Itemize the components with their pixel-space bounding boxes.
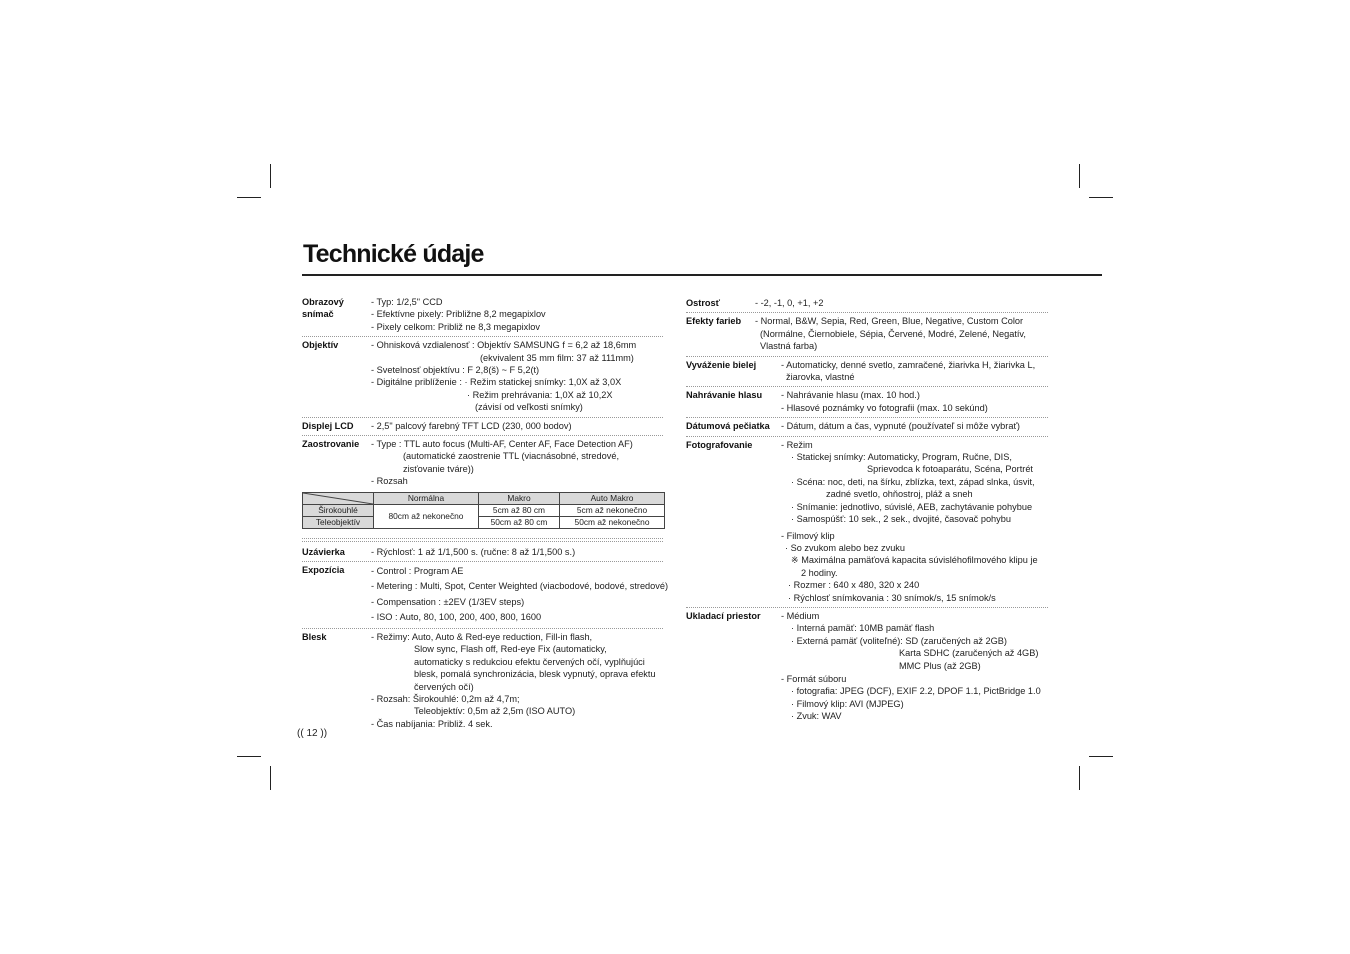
spec-line: · Rýchlosť snímkovania : 30 snímok/s, 15 snímok/s <box>788 592 996 603</box>
table-header: Normálna <box>374 492 479 504</box>
spec-line: 2 hodiny. <box>801 567 838 578</box>
spec-lens <box>302 337 663 417</box>
spec-voice-recording <box>686 387 1048 418</box>
spec-line: ※ Maximálna pamäťová kapacita súvisléhofilmového klipu je <box>791 555 1038 566</box>
table-cell: 50cm až nekonečno <box>560 516 665 528</box>
diagonal-line <box>303 493 373 504</box>
spec-line: · fotografia: JPEG (DCF), EXIF 2.2, DPOF 1.1, PictBridge 1.0 <box>791 686 1041 697</box>
spec-line: - Hlasové poznámky vo fotografii (max. 10 sekúnd) <box>781 402 988 413</box>
crop-mark <box>1079 164 1080 188</box>
spec-line: Karta SDHC (zaručených až 4GB) <box>899 648 1039 659</box>
spec-line: · So zvukom alebo bez zvuku <box>785 542 906 553</box>
spec-line: Vlastná farba) <box>760 341 818 352</box>
spec-label: Obrazový snímač <box>302 297 344 320</box>
spec-line: · Scéna: noc, deti, na šírku, zblízka, text, západ slnka, úsvit, <box>791 476 1035 487</box>
table-cell: 5cm až 80 cm <box>478 504 559 516</box>
spec-label: Fotografovanie <box>686 439 753 450</box>
spec-line: - Svetelnosť objektívu : F 2,8(š) ~ F 5,2(t) <box>371 365 540 376</box>
table-cell: 50cm až 80 cm <box>478 516 559 528</box>
spec-line: · Samospúšť: 10 sek., 2 sek., dvojité, časovač pohybu <box>791 514 1011 525</box>
spec-line: zisťovanie tváre)) <box>403 463 474 474</box>
spec-line: - Nahrávanie hlasu (max. 10 hod.) <box>781 390 920 401</box>
spec-line: - Rozsah <box>371 476 408 487</box>
spec-line: (ekvivalent 35 mm film: 37 až 111mm) <box>480 352 634 363</box>
spec-line: MMC Plus (až 2GB) <box>899 660 981 671</box>
spec-label: Ostrosť <box>686 298 721 308</box>
spec-line: - Automaticky, denné svetlo, zamračené, žiarivka H, žiarivka L, <box>781 359 1036 370</box>
spec-label: Displej LCD <box>302 420 354 431</box>
spec-line: - Ohnisková vzdialenosť : Objektív SAMSUNG f = 6,2 až 18,6mm <box>371 340 637 351</box>
spec-line: žiarovka, vlastné <box>786 372 855 383</box>
spec-line: - Médium <box>781 610 820 621</box>
table-cell: 80cm až nekonečno <box>374 504 479 528</box>
spec-line: - Rýchlosť: 1 až 1/1,500 s. (ručne: 8 až 1/1,500 s.) <box>371 546 576 557</box>
spec-date-imprint <box>686 418 1048 436</box>
spec-label: Expozícia <box>302 565 345 576</box>
spec-label: Uzávierka <box>302 546 345 557</box>
spec-line: blesk, pomalá synchronizácia, blesk vypnutý, oprava efektu <box>414 669 656 680</box>
page-number-open: (( <box>297 728 304 739</box>
spec-line: - Filmový klip <box>781 530 835 541</box>
spec-line: - -2, -1, 0, +1, +2 <box>755 298 824 308</box>
crop-mark <box>1089 756 1113 757</box>
spec-line: (závisí od veľkosti snímky) <box>475 402 583 413</box>
spec-lcd <box>302 418 663 436</box>
crop-mark <box>237 197 261 198</box>
crop-mark <box>270 164 271 188</box>
spec-label: Blesk <box>302 631 327 642</box>
spec-line: - Compensation : ±2EV (1/3EV steps) <box>371 596 525 607</box>
spec-line: - 2,5" palcový farebný TFT LCD (230, 000 bodov) <box>371 420 572 431</box>
spec-line: - Dátum, dátum a čas, vypnuté (používateľ si môže vybrať) <box>781 421 1020 432</box>
spec-exposure <box>302 562 669 629</box>
spec-label: Nahrávanie hlasu <box>686 390 763 401</box>
spec-line: - Formát súboru <box>781 673 847 684</box>
spec-label: Zaostrovanie <box>302 439 360 450</box>
spec-label: Objektív <box>302 340 339 351</box>
spec-line: · Filmový klip: AVI (MJPEG) <box>791 698 904 709</box>
spec-line: automaticky s redukciou efektu červených očí, vyplňujúci <box>414 656 645 667</box>
spec-line: - Normal, B&W, Sepia, Red, Green, Blue, Negative, Custom Color <box>755 316 1024 327</box>
table-header: Makro <box>478 492 559 504</box>
spec-line: - Type : TTL auto focus (Multi-AF, Center AF, Face Detection AF) <box>371 439 633 450</box>
page-number-close: )) <box>320 728 328 739</box>
table-header: Auto Makro <box>560 492 665 504</box>
spec-line: - Digitálne priblíženie : · Režim statickej snímky: 1,0X až 3,0X <box>371 377 622 388</box>
spec-line: - Control : Program AE <box>371 566 464 577</box>
spec-line: - Čas nabíjania: Približ. 4 sek. <box>371 718 493 729</box>
spec-line: · Rozmer : 640 x 480, 320 x 240 <box>788 580 920 591</box>
spec-focus <box>302 436 663 539</box>
spec-line: · Externá pamäť (voliteľné): SD (zaručených až 2GB) <box>791 635 1007 646</box>
spec-line: · Interná pamäť: 10MB pamäť flash <box>791 623 935 634</box>
page-number-value: 12 <box>306 728 318 739</box>
spec-label: Ukladací priestor <box>686 610 761 621</box>
spec-label: Vyváženie bielej <box>686 359 757 370</box>
spec-line: (automatické zaostrenie TTL (viacnásobné, stredové, <box>403 451 620 462</box>
left-column <box>302 294 669 733</box>
spec-line: Sprievodca k fotoaparátu, Scéna, Portrét <box>867 464 1033 475</box>
spec-label: Efekty farieb <box>686 316 742 327</box>
table-cell: 5cm až nekonečno <box>560 504 665 516</box>
focus-range-table <box>302 492 665 529</box>
spec-line: - Efektívne pixely: Približne 8,2 megapixlov <box>371 309 546 320</box>
spec-line: · Statickej snímky: Automaticky, Program, Ručne, DIS, <box>791 452 1012 463</box>
spec-line: Teleobjektív: 0,5m až 2,5m (ISO AUTO) <box>414 706 576 717</box>
spec-line: - Typ: 1/2,5" CCD <box>371 297 443 307</box>
spec-shutter <box>302 541 663 562</box>
spec-label: Dátumová pečiatka <box>686 421 770 432</box>
spec-flash <box>302 629 663 733</box>
spec-color-effects <box>686 313 1048 356</box>
title-rule <box>302 274 1102 276</box>
spec-line: · Režim prehrávania: 1,0X až 10,2X <box>467 389 613 400</box>
crop-mark <box>1079 766 1080 790</box>
spec-line: (Normálne, Čiernobiele, Sépia, Červené, Modré, Zelené, Negatív, <box>760 328 1026 339</box>
spec-line: · Zvuk: WAV <box>791 711 842 722</box>
spec-line: · Snímanie: jednotlivo, súvislé, AEB, zachytávanie pohybue <box>791 501 1033 512</box>
table-corner <box>303 492 374 504</box>
crop-mark <box>237 756 261 757</box>
spec-line: - Rozsah: Širokouhlé: 0,2m až 4,7m; <box>371 693 520 704</box>
spec-line: - Metering : Multi, Spot, Center Weighted (viacbodové, bodové, stredové) <box>371 581 669 592</box>
spec-line: - Pixely celkom: Približ ne 8,3 megapixlov <box>371 321 541 332</box>
spec-line: zadné svetlo, ohňostroj, pláž a sneh <box>826 489 973 500</box>
table-row-label: Širokouhlé <box>303 504 374 516</box>
spec-line: Slow sync, Flash off, Red-eye Fix (automaticky, <box>414 644 607 655</box>
page-number <box>297 728 327 739</box>
spec-sharpness <box>686 295 1048 313</box>
spec-white-balance <box>686 357 1048 388</box>
spec-storage <box>686 608 1048 726</box>
spec-line: - ISO : Auto, 80, 100, 200, 400, 800, 1600 <box>371 611 542 622</box>
page-title: Technické údaje <box>303 240 484 268</box>
table-row-label: Teleobjektív <box>303 516 374 528</box>
spec-image-sensor <box>302 294 663 337</box>
spec-shooting <box>686 437 1048 608</box>
crop-mark <box>1089 197 1113 198</box>
spec-line: - Režimy: Auto, Auto & Red-eye reduction, Fill-in flash, <box>371 631 593 642</box>
right-column <box>686 295 1048 726</box>
crop-mark <box>270 766 271 790</box>
spec-line: - Režim <box>781 439 813 450</box>
spec-line: červených očí) <box>414 681 474 692</box>
